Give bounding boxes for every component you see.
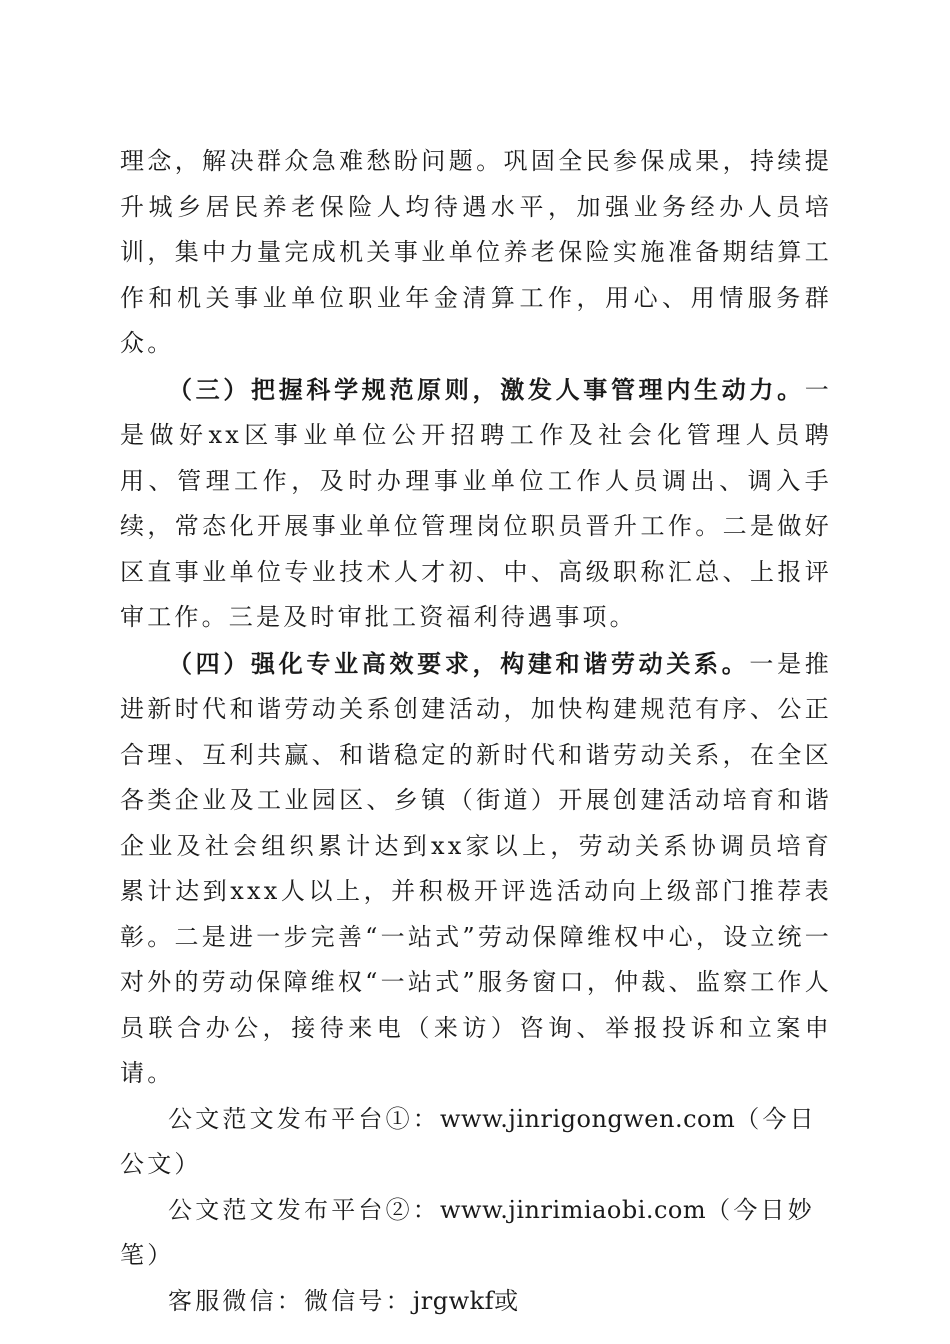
platform-1-url[interactable]: www.jinrigongwen.com bbox=[440, 1104, 736, 1133]
platform-2-url[interactable]: www.jinrimiaobi.com bbox=[440, 1195, 707, 1224]
platform-2-name: （今日妙笔） bbox=[120, 1195, 815, 1269]
platform-1-line bbox=[120, 1097, 832, 1188]
platform-2-label: 公文范文发布平台②： bbox=[168, 1195, 440, 1224]
document-page bbox=[120, 139, 832, 1324]
service-suffix: 或 bbox=[494, 1286, 522, 1315]
section-4-heading: （四）强化专业高效要求，构建和谐劳动关系。 bbox=[168, 648, 750, 678]
platform-1-label: 公文范文发布平台①： bbox=[168, 1104, 440, 1133]
service-label: 客服微信：微信号： bbox=[168, 1286, 413, 1315]
section-4-paragraph bbox=[120, 641, 832, 1097]
section-3-body: 一是做好xx区事业单位公开招聘工作及社会化管理人员聘用、管理工作，及时办理事业单位工作人员调出、调入手续，常态化开展事业单位管理岗位职员晋升工作。二是做好区直事业单位专业技术人才初、中、高级职称汇总、上报评审工作。三是及时审批工资福利待遇事项。 bbox=[120, 375, 832, 631]
continuation-paragraph bbox=[120, 139, 832, 367]
platform-2-line bbox=[120, 1188, 832, 1279]
service-line bbox=[120, 1279, 832, 1325]
section-4-body: 一是推进新时代和谐劳动关系创建活动，加快构建规范有序、公正合理、互利共赢、和谐稳定的新时代和谐劳动关系，在全区各类企业及工业园区、乡镇（街道）开展创建活动培育和谐企业及社会组织累计达到xx家以上，劳动关系协调员培育累计达到xxx人以上，并积极开评选活动向上级部门推荐表彰。二是进一步完善“一站式”劳动保障维权中心，设立统一对外的劳动保障维权“一站式”服务窗口，仲裁、监察工作人员联合办公，接待来电（来访）咨询、举报投诉和立案申请。 bbox=[120, 649, 832, 1087]
section-3-paragraph bbox=[120, 367, 832, 641]
platform-1-name: （今日公文） bbox=[120, 1104, 817, 1178]
service-id: jrgwkf bbox=[412, 1286, 495, 1315]
continuation-text: 理念，解决群众急难愁盼问题。巩固全民参保成果，持续提升城乡居民养老保险人均待遇水平，加强业务经办人员培训，集中力量完成机关事业单位养老保险实施准备期结算工作和机关事业单位职业年金清算工作，用心、用情服务群众。 bbox=[120, 147, 832, 357]
section-3-heading: （三）把握科学规范原则，激发人事管理内生动力。 bbox=[168, 374, 805, 404]
